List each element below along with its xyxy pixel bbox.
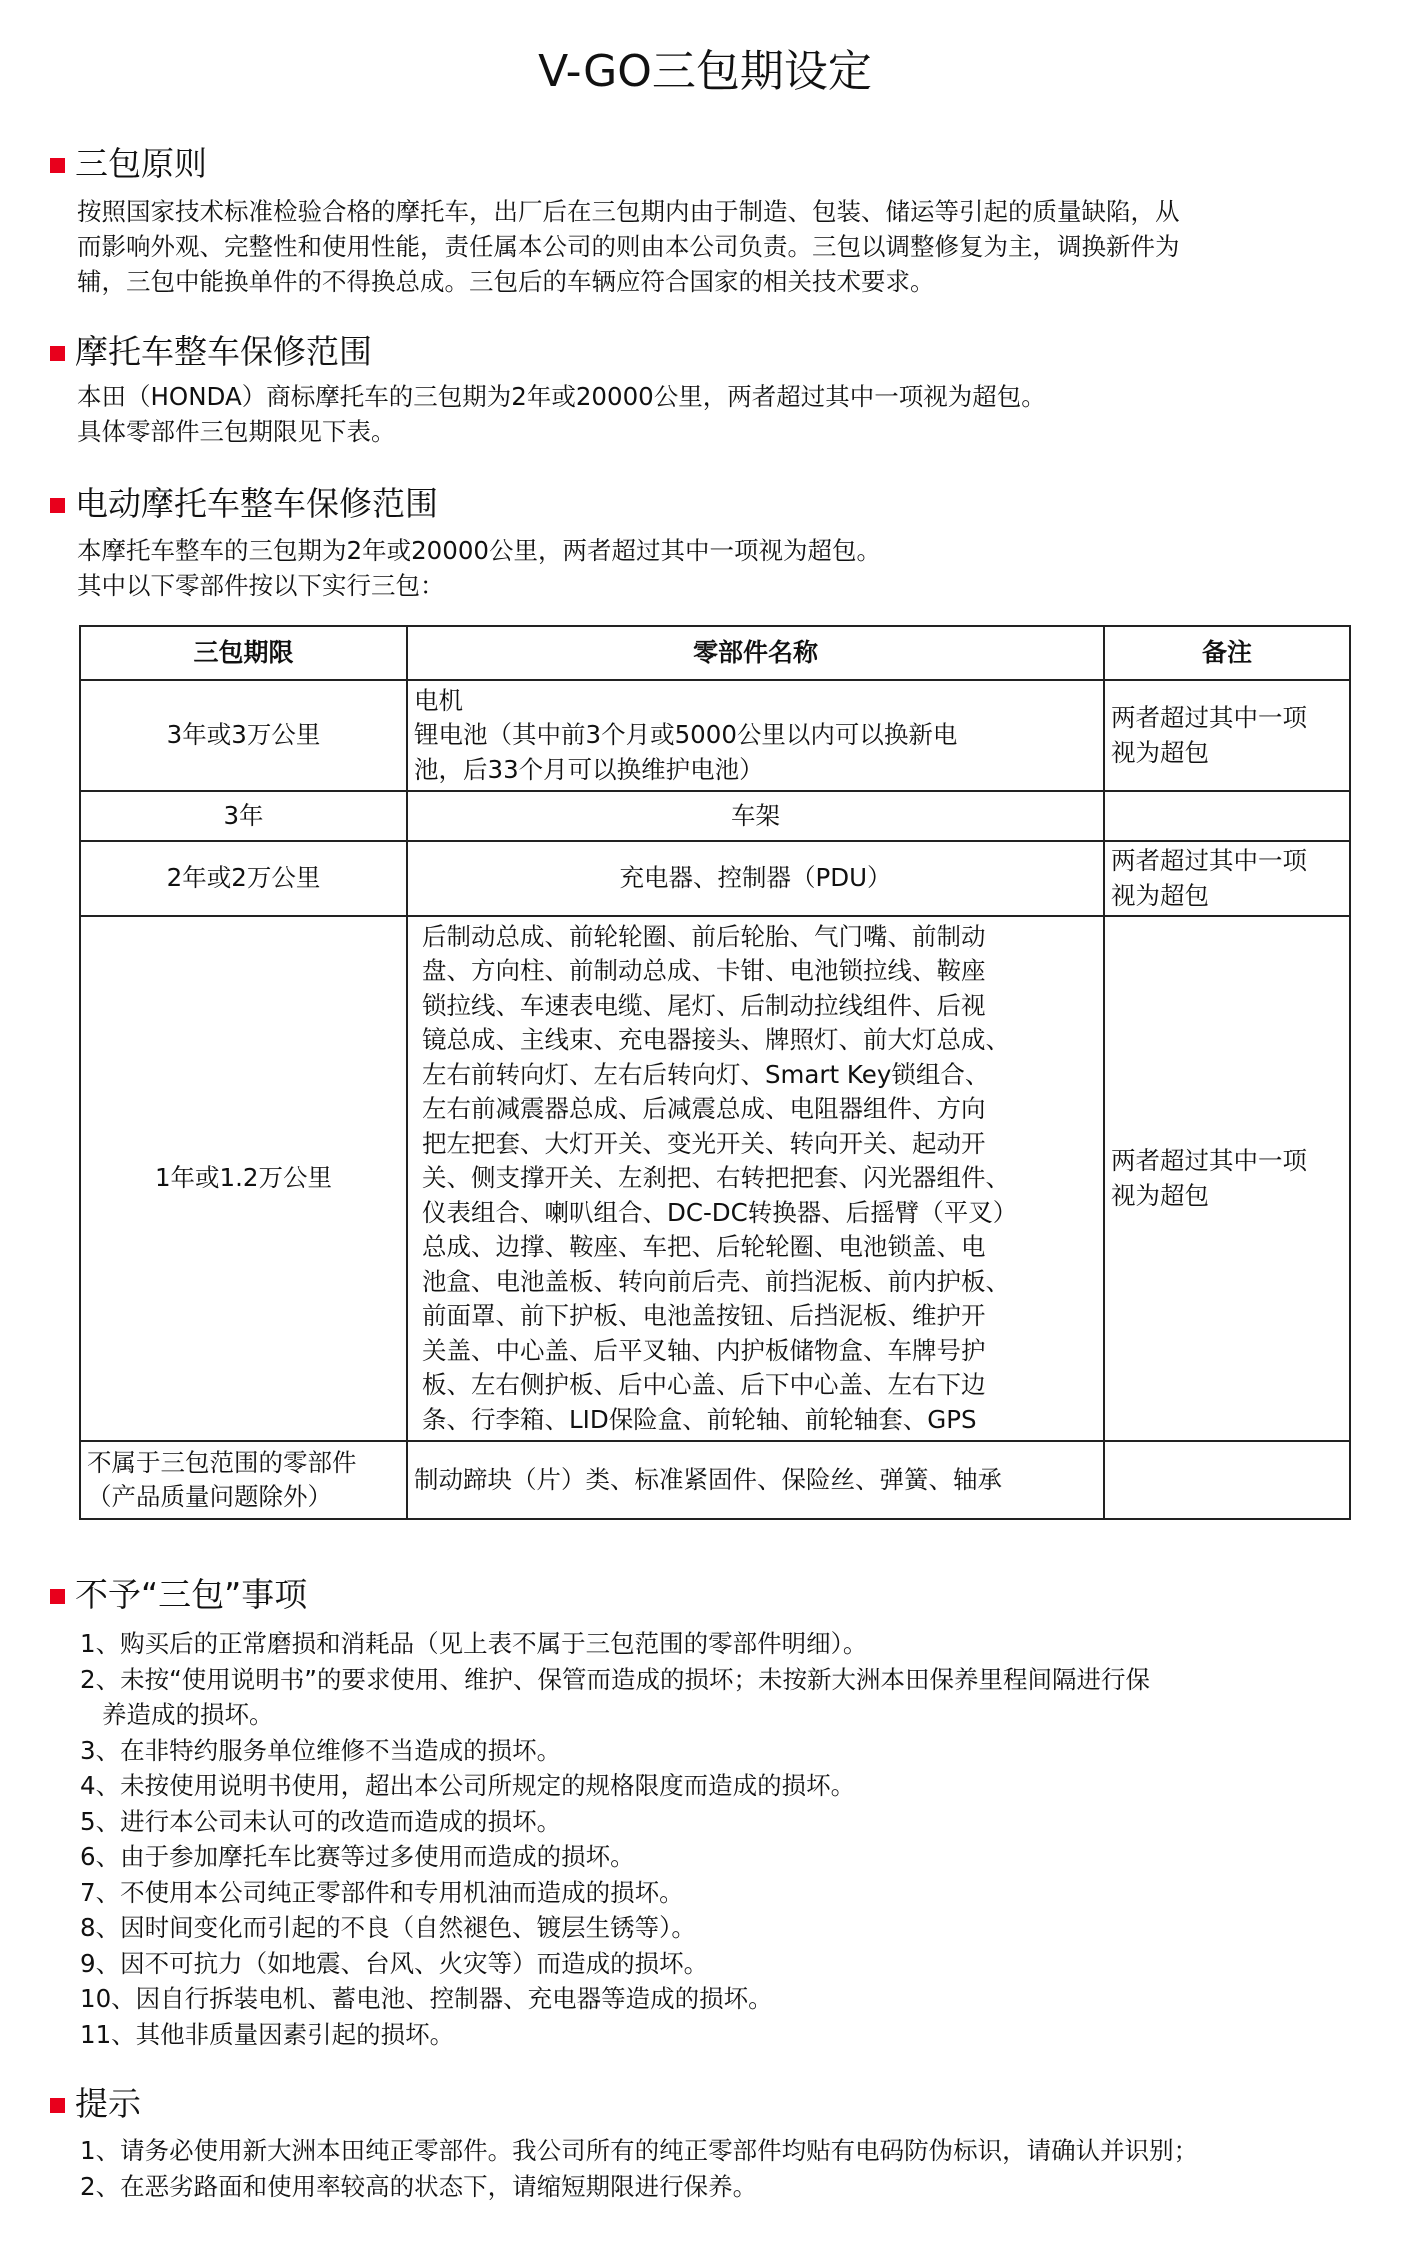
list-item: 9、因不可抗力（如地震、台风、火灾等）而造成的损坏。 (80, 1948, 709, 1978)
page-title: V-GO三包期设定 (538, 46, 872, 97)
tips-list (80, 2133, 1370, 2204)
list-item: 养造成的损坏。 (102, 1700, 274, 1729)
list-item: 2、未按“使用说明书”的要求使用、维护、保管而造成的损坏；未按新大洲本田保养里程间隔进行保 (80, 1664, 1150, 1694)
table-row (80, 791, 1350, 841)
note-cell: 两者超过其中一项 视为超包 (1104, 916, 1350, 1441)
note-cell (1104, 1441, 1350, 1519)
column-header-parts: 零部件名称 (407, 626, 1104, 680)
period-cell: 2年或2万公里 (80, 841, 407, 916)
list-item: 5、进行本公司未认可的改造而造成的损坏。 (80, 1806, 562, 1836)
parts-cell: 充电器、控制器（PDU） (407, 841, 1104, 916)
motorcycle-line: 本田（HONDA）商标摩托车的三包期为2年或20000公里，两者超过其中一项视为超包。 (77, 382, 1046, 411)
principle-line: 而影响外观、完整性和使用性能，责任属本公司的则由本公司负责。三包以调整修复为主，调换新件为 (77, 232, 1180, 261)
note-cell (1104, 791, 1350, 841)
note-cell: 两者超过其中一项 视为超包 (1104, 841, 1350, 916)
list-item: 6、由于参加摩托车比赛等过多使用而造成的损坏。 (80, 1842, 635, 1871)
period-cell: 3年或3万公里 (80, 680, 407, 791)
principle-paragraph (77, 194, 1367, 299)
motorcycle-line: 具体零部件三包期限见下表。 (77, 417, 396, 446)
period-cell: 不属于三包范围的零部件 （产品质量问题除外） (80, 1441, 407, 1519)
column-header-note: 备注 (1104, 626, 1350, 680)
electric-line: 本摩托车整车的三包期为2年或20000公里，两者超过其中一项视为超包。 (77, 536, 882, 565)
list-item: 2、在恶劣路面和使用率较高的状态下，请缩短期限进行保养。 (80, 2171, 758, 2201)
section-heading-electric: 电动摩托车整车保修范围 (50, 482, 438, 526)
table-header-row (80, 626, 1350, 680)
section-marker (50, 1589, 65, 1604)
principle-line: 按照国家技术标准检验合格的摩托车，出厂后在三包期内由于制造、包装、储运等引起的质量缺陷，从 (77, 197, 1180, 226)
list-item: 10、因自行拆装电机、蓄电池、控制器、充电器等造成的损坏。 (80, 1984, 773, 2013)
parts-cell: 后制动总成、前轮轮圈、前后轮胎、气门嘴、前制动 盘、方向柱、前制动总成、卡钳、电池锁拉线、鞍座 锁拉线、车速表电缆、尾灯、后制动拉线组件、后视 镜总成、主线束、充电器接头、牌照灯、前大灯总成、 左右前转向灯、左右后转向灯、Smart Key锁组合、 左右前减震器总成、后减震总成、电阻器组件、方向 把左把套、大灯开关、变光开关、转向开关、起动开 关、侧支撑开关、左刹把、右转把把套、闪光器组件、 仪表组合、喇叭组合、DC-DC转换器、后摇臂（平叉） 总成、边撑、鞍座、车把、后轮轮圈、电池锁盖、电 池盒、电池盖板、转向前后壳、前挡泥板、前内护板、 前面罩、前下护板、电池盖按钮、后挡泥板、维护开 关盖、中心盖、后平叉轴、内护板储物盒、车牌号护 板、左右侧护板、后中心盖、后下中心盖、左右下边 条、行李箱、LID保险盒、前轮轴、前轮轴套、GPS (407, 916, 1104, 1441)
list-item: 7、不使用本公司纯正零部件和专用机油而造成的损坏。 (80, 1877, 684, 1907)
table-row (80, 841, 1350, 916)
list-item: 4、未按使用说明书使用，超出本公司所规定的规格限度而造成的损坏。 (80, 1771, 856, 1800)
section-heading-tips: 提示 (50, 2082, 141, 2126)
period-cell: 3年 (80, 791, 407, 841)
column-header-period: 三包期限 (80, 626, 407, 680)
exclusions-list (80, 1626, 1370, 2052)
section-heading-exclusions: 不予“三包”事项 (50, 1573, 307, 1617)
section-marker (50, 498, 65, 513)
list-item: 8、因时间变化而引起的不良（自然褪色、镀层生锈等）。 (80, 1913, 696, 1942)
section-heading-principle: 三包原则 (50, 142, 207, 186)
table-row (80, 916, 1350, 1441)
section-heading-motorcycle: 摩托车整车保修范围 (50, 330, 372, 374)
list-item: 1、请务必使用新大洲本田纯正零部件。我公司所有的纯正零部件均贴有电码防伪标识，请确认并识别； (80, 2136, 1199, 2165)
motorcycle-paragraph (77, 379, 1367, 449)
period-cell: 1年或1.2万公里 (80, 916, 407, 1441)
electric-paragraph (77, 533, 1367, 603)
warranty-parts-table (79, 625, 1351, 1520)
table-row (80, 680, 1350, 791)
list-item: 1、购买后的正常磨损和消耗品（见上表不属于三包范围的零部件明细）。 (80, 1629, 868, 1658)
list-item: 11、其他非质量因素引起的损坏。 (80, 2019, 455, 2049)
section-marker (50, 346, 65, 361)
electric-line: 其中以下零部件按以下实行三包： (77, 571, 445, 600)
parts-cell: 制动蹄块（片）类、标准紧固件、保险丝、弹簧、轴承 (407, 1441, 1104, 1519)
list-item: 3、在非特约服务单位维修不当造成的损坏。 (80, 1735, 562, 1765)
table-row (80, 1441, 1350, 1519)
section-marker (50, 158, 65, 173)
note-cell: 两者超过其中一项 视为超包 (1104, 680, 1350, 791)
section-marker (50, 2098, 65, 2113)
parts-cell: 车架 (407, 791, 1104, 841)
parts-cell: 电机 锂电池（其中前3个月或5000公里以内可以换新电 池，后33个月可以换维护电池） (407, 680, 1104, 791)
principle-line: 辅，三包中能换单件的不得换总成。三包后的车辆应符合国家的相关技术要求。 (77, 267, 935, 296)
